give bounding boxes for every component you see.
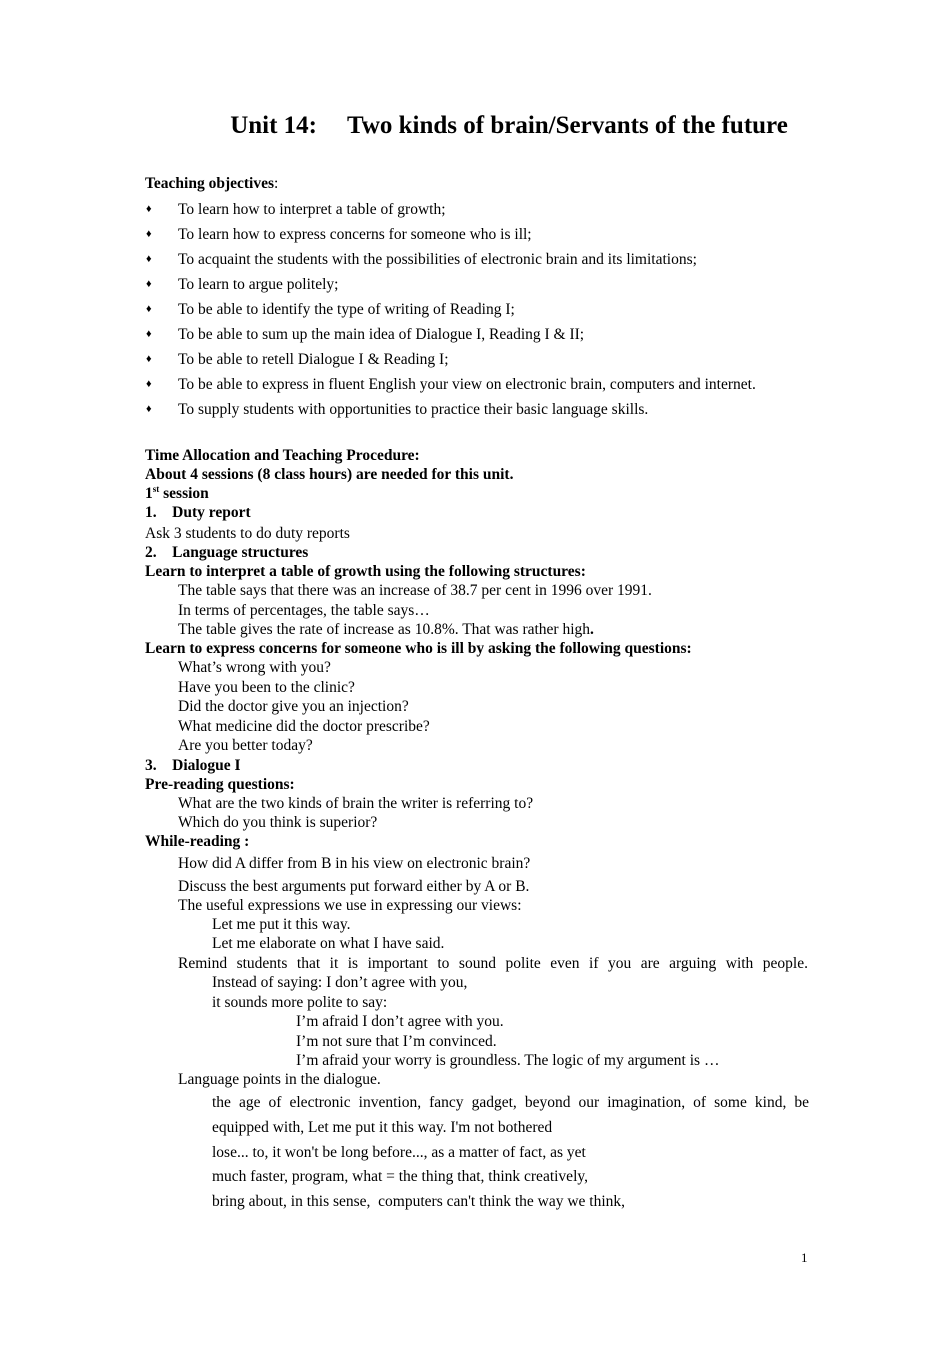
prereading-question: Which do you think is superior? bbox=[178, 814, 378, 831]
diamond-bullet-icon: ♦ bbox=[146, 403, 152, 415]
sessions-note: About 4 sessions (8 class hours) are needed for this unit. bbox=[145, 466, 514, 483]
growth-last-text: The table gives the rate of increase as 10.8%. That was rather high bbox=[178, 621, 591, 638]
whilereading-line: Discuss the best arguments put forward either by A or B. bbox=[178, 878, 530, 895]
session-ordinal: st bbox=[152, 483, 160, 494]
concern-question: Did the doctor give you an injection? bbox=[178, 698, 409, 715]
language-points-heading: Language points in the dialogue. bbox=[178, 1071, 381, 1088]
whilereading-line: The useful expressions we use in expressing our views: bbox=[178, 897, 522, 914]
objective-item: To supply students with opportunities to practice their basic language skills. bbox=[178, 401, 649, 418]
language-points-line: bring about, in this sense, computers can't think the way we think, bbox=[212, 1193, 626, 1210]
session-word: session bbox=[159, 485, 209, 502]
whilereading-heading: While-reading : bbox=[145, 833, 250, 850]
diamond-bullet-icon: ♦ bbox=[146, 278, 152, 290]
page-title bbox=[0, 112, 952, 140]
objectives-colon: : bbox=[274, 175, 279, 192]
concern-heading: Learn to express concerns for someone who is ill by asking the following questions: bbox=[145, 640, 692, 657]
duty-report-heading: 1. Duty report bbox=[145, 504, 251, 521]
objective-item: To be able to express in fluent English your view on electronic brain, computers and internet. bbox=[178, 376, 756, 393]
session-heading bbox=[145, 484, 209, 503]
language-points-line: the age of electronic invention, fancy gadget, beyond our imagination, of some kind, be bbox=[212, 1094, 809, 1111]
session-number: 1 bbox=[145, 485, 153, 502]
polite-line: I’m afraid I don’t agree with you. bbox=[296, 1013, 504, 1030]
procedure-heading: Time Allocation and Teaching Procedure: bbox=[145, 447, 420, 464]
unit-topic: Two kinds of brain/Servants of the future bbox=[347, 112, 788, 139]
language-structures-heading: 2. Language structures bbox=[145, 544, 309, 561]
growth-line: The table says that there was an increase of 38.7 per cent in 1996 over 1991. bbox=[178, 582, 652, 599]
instead-line: Instead of saying: I don’t agree with you, bbox=[212, 974, 468, 991]
duty-report-text: Ask 3 students to do duty reports bbox=[145, 525, 350, 542]
growth-last-period: . bbox=[590, 621, 594, 638]
diamond-bullet-icon: ♦ bbox=[146, 253, 152, 265]
polite-intro: it sounds more polite to say: bbox=[212, 994, 388, 1011]
language-points-line: much faster, program, what = the thing that, think creatively, bbox=[212, 1168, 588, 1185]
whilereading-line: How did A differ from B in his view on electronic brain? bbox=[178, 855, 531, 872]
growth-line: In terms of percentages, the table says… bbox=[178, 602, 430, 619]
polite-line: I’m afraid your worry is groundless. The logic of my argument is … bbox=[296, 1052, 720, 1069]
growth-heading: Learn to interpret a table of growth using the following structures: bbox=[145, 563, 586, 580]
diamond-bullet-icon: ♦ bbox=[146, 203, 152, 215]
objective-item: To be able to sum up the main idea of Dialogue I, Reading I & II; bbox=[178, 326, 585, 343]
polite-line: I’m not sure that I’m convinced. bbox=[296, 1033, 497, 1050]
objective-item: To learn how to express concerns for someone who is ill; bbox=[178, 226, 532, 243]
remind-line: Remind students that it is important to sound polite even if you are arguing with people. bbox=[178, 955, 808, 972]
objective-item: To be able to retell Dialogue I & Reading I; bbox=[178, 351, 449, 368]
objective-item: To learn how to interpret a table of growth; bbox=[178, 201, 446, 218]
diamond-bullet-icon: ♦ bbox=[146, 328, 152, 340]
concern-question: What medicine did the doctor prescribe? bbox=[178, 718, 430, 735]
prereading-question: What are the two kinds of brain the writer is referring to? bbox=[178, 795, 534, 812]
objectives-heading: Teaching objectives bbox=[145, 175, 275, 192]
growth-line-last bbox=[178, 620, 594, 639]
unit-number: Unit 14: bbox=[230, 112, 317, 139]
diamond-bullet-icon: ♦ bbox=[146, 353, 152, 365]
concern-question: Have you been to the clinic? bbox=[178, 679, 355, 696]
expression-line: Let me put it this way. bbox=[212, 916, 351, 933]
prereading-heading: Pre-reading questions: bbox=[145, 776, 295, 793]
objectives-heading-line bbox=[145, 174, 278, 193]
diamond-bullet-icon: ♦ bbox=[146, 303, 152, 315]
objective-item: To be able to identify the type of writing of Reading I; bbox=[178, 301, 515, 318]
page-number: 1 bbox=[801, 1250, 808, 1265]
diamond-bullet-icon: ♦ bbox=[146, 378, 152, 390]
expression-line: Let me elaborate on what I have said. bbox=[212, 935, 445, 952]
objective-item: To learn to argue politely; bbox=[178, 276, 339, 293]
diamond-bullet-icon: ♦ bbox=[146, 228, 152, 240]
concern-question: What’s wrong with you? bbox=[178, 659, 331, 676]
language-points-line: lose... to, it won't be long before..., as a matter of fact, as yet bbox=[212, 1144, 586, 1161]
concern-question: Are you better today? bbox=[178, 737, 313, 754]
language-points-line: equipped with, Let me put it this way. I'm not bothered bbox=[212, 1119, 553, 1136]
objective-item: To acquaint the students with the possibilities of electronic brain and its limitations; bbox=[178, 251, 697, 268]
dialogue-heading: 3. Dialogue I bbox=[145, 757, 241, 774]
